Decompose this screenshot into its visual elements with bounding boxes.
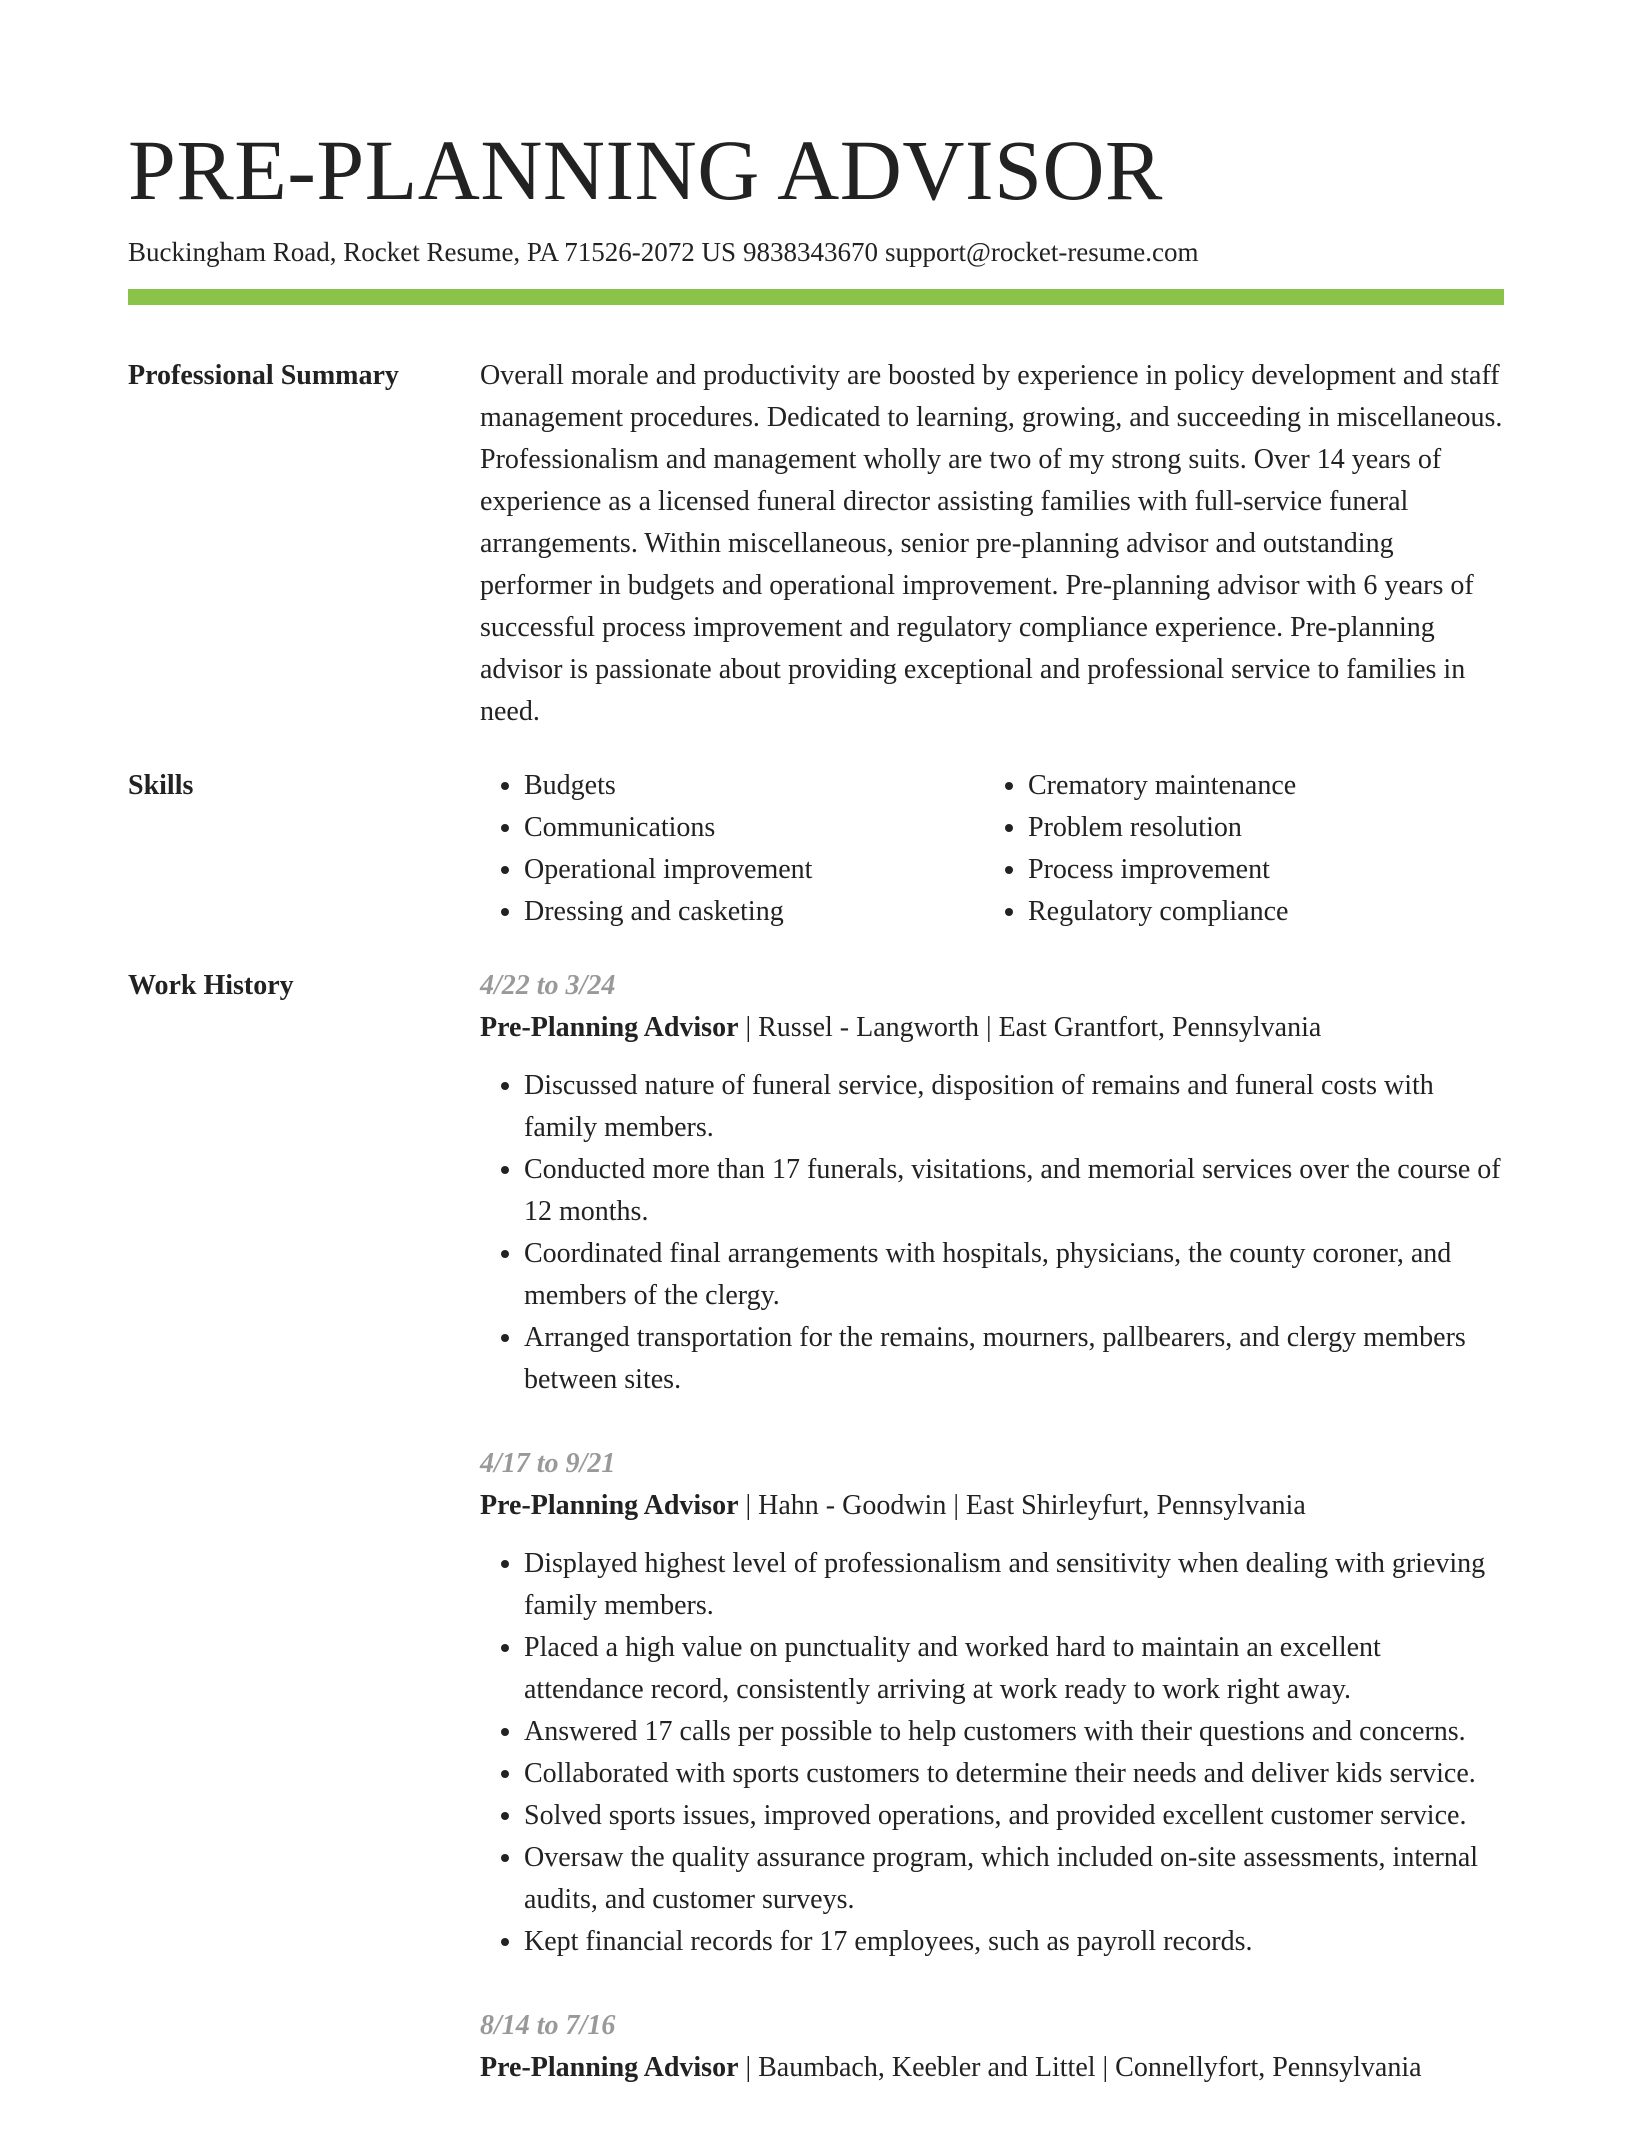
skills-list-left bbox=[480, 765, 984, 933]
skill-item: • Dressing and casketing bbox=[524, 891, 984, 933]
contact-line bbox=[128, 234, 1504, 270]
skill-item: • Budgets bbox=[524, 765, 984, 807]
job-title: Pre-Planning Advisor bbox=[480, 1490, 739, 1521]
header-divider bbox=[128, 289, 1504, 305]
professional-summary-section bbox=[128, 355, 1504, 733]
skills-list-right bbox=[984, 765, 1488, 933]
job-bullet: • Arranged transportation for the remains, mourners, pallbearers, and clergy members between sites. bbox=[524, 1317, 1504, 1401]
job-bullet: • Coordinated final arrangements with hospitals, physicians, the county coroner, and members of the clergy. bbox=[524, 1233, 1504, 1317]
job-dates: 4/22 to 3/24 bbox=[480, 970, 616, 1001]
job-heading bbox=[480, 1485, 1504, 1527]
job-entry bbox=[480, 1443, 1504, 1963]
job-bullet: • Oversaw the quality assurance program, which included on-site assessments, internal audits, and customer surveys. bbox=[524, 1837, 1504, 1921]
section-label-skills: Skills bbox=[128, 770, 194, 801]
job-bullets bbox=[480, 1065, 1504, 1401]
job-bullet: • Placed a high value on punctuality and worked hard to maintain an excellent attendance record, consistently arriving at work ready to work right away. bbox=[524, 1627, 1504, 1711]
job-entry bbox=[480, 965, 1504, 1401]
skill-item: • Communications bbox=[524, 807, 984, 849]
job-title: Pre-Planning Advisor bbox=[480, 2052, 739, 2083]
summary-text: Overall morale and productivity are boosted by experience in policy development and staff management procedures. Dedicated to learning, growing, and succeeding in miscellaneous. Professionalism and management wholly are two of my strong suits. Over 14 years of experience as a licensed funeral director assisting families with full-service funeral arrangements. Within miscellaneous, senior pre-planning advisor and outstanding performer in budgets and operational improvement. Pre-planning advisor with 6 years of successful process improvement and regulatory compliance experience. Pre-planning advisor is passionate about providing exceptional and professional service to families in need. bbox=[480, 360, 1503, 727]
skill-item: • Regulatory compliance bbox=[1028, 891, 1488, 933]
job-bullet: • Solved sports issues, improved operations, and provided excellent customer service. bbox=[524, 1795, 1504, 1837]
skills-grid bbox=[480, 765, 1504, 933]
contact-phone: 9838343670 bbox=[743, 237, 878, 267]
work-history-body bbox=[480, 965, 1504, 2131]
job-details: | Russel - Langworth | East Grantfort, Pennsylvania bbox=[738, 1012, 1322, 1043]
job-title: Pre-Planning Advisor bbox=[480, 1012, 739, 1043]
job-dates: 8/14 to 7/16 bbox=[480, 2010, 616, 2041]
job-bullet: • Displayed highest level of professionalism and sensitivity when dealing with grieving family members. bbox=[524, 1543, 1504, 1627]
job-bullet: • Collaborated with sports customers to determine their needs and deliver kids service. bbox=[524, 1753, 1504, 1795]
contact-address: Buckingham Road, Rocket Resume, PA 71526-2072 US bbox=[128, 237, 736, 267]
job-details: | Baumbach, Keebler and Littel | Connellyfort, Pennsylvania bbox=[738, 2052, 1422, 2083]
resume-page bbox=[128, 0, 1504, 2131]
section-label-summary: Professional Summary bbox=[128, 360, 399, 391]
job-bullets bbox=[480, 1543, 1504, 1963]
skill-item: • Process improvement bbox=[1028, 849, 1488, 891]
job-bullet: • Conducted more than 17 funerals, visitations, and memorial services over the course of 12 months. bbox=[524, 1149, 1504, 1233]
contact-email: support@rocket-resume.com bbox=[885, 237, 1199, 267]
job-entry bbox=[480, 2005, 1504, 2089]
resume-name: PRE-PLANNING ADVISOR bbox=[128, 122, 1163, 218]
job-bullet: • Kept financial records for 17 employees, such as payroll records. bbox=[524, 1921, 1504, 1963]
job-heading bbox=[480, 2047, 1504, 2089]
job-bullet: • Discussed nature of funeral service, disposition of remains and funeral costs with family members. bbox=[524, 1065, 1504, 1149]
skill-item: • Operational improvement bbox=[524, 849, 984, 891]
skill-item: • Problem resolution bbox=[1028, 807, 1488, 849]
section-label-work: Work History bbox=[128, 970, 294, 1001]
work-history-section bbox=[128, 965, 1504, 2131]
job-details: | Hahn - Goodwin | East Shirleyfurt, Pennsylvania bbox=[738, 1490, 1306, 1521]
job-heading bbox=[480, 1007, 1504, 1049]
job-bullet: • Answered 17 calls per possible to help customers with their questions and concerns. bbox=[524, 1711, 1504, 1753]
job-dates: 4/17 to 9/21 bbox=[480, 1448, 616, 1479]
skill-item: • Crematory maintenance bbox=[1028, 765, 1488, 807]
skills-section bbox=[128, 765, 1504, 933]
